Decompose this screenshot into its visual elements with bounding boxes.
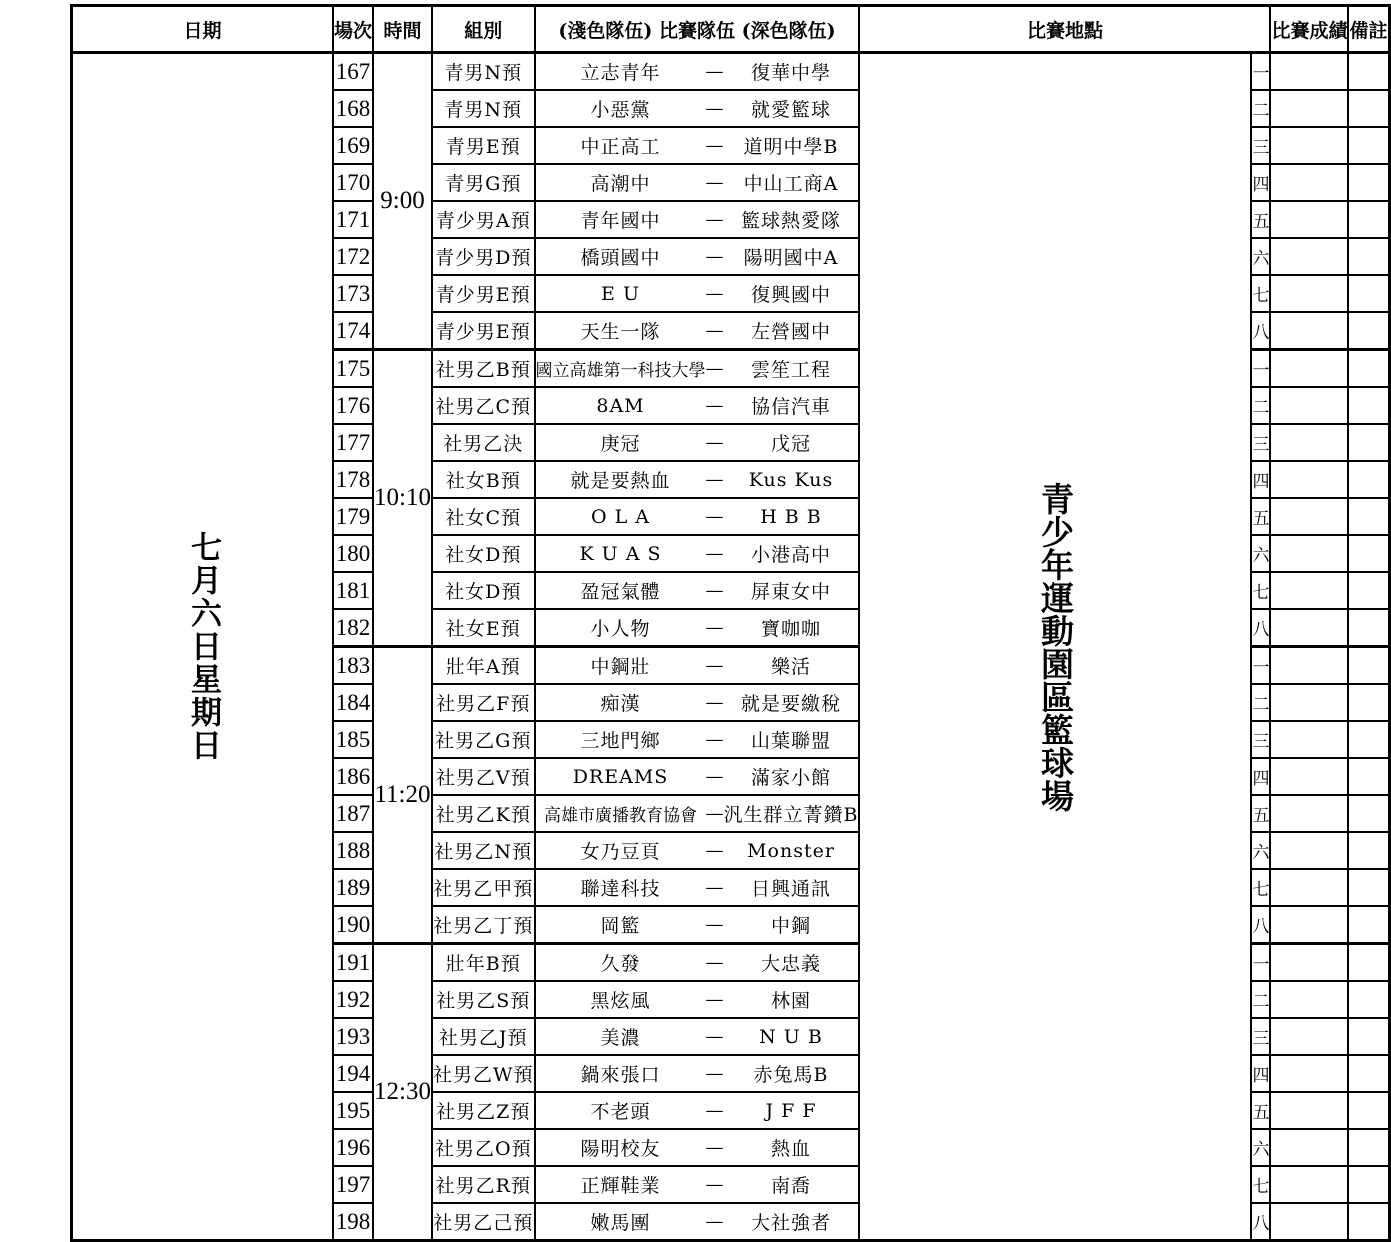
notes-cell bbox=[1348, 275, 1389, 312]
group-cell: 社男乙B預 bbox=[432, 350, 535, 388]
match-number: 194 bbox=[333, 1055, 373, 1092]
away-team: N U B bbox=[724, 1018, 860, 1055]
versus-dash: — bbox=[706, 535, 724, 572]
away-team: 大社強者 bbox=[724, 1203, 860, 1241]
away-team: 汎生群立菁鑽B bbox=[724, 795, 860, 832]
header-date: 日期 bbox=[72, 6, 334, 53]
result-cell bbox=[1270, 572, 1348, 609]
home-team: 青年國中 bbox=[535, 201, 706, 238]
result-cell bbox=[1270, 201, 1348, 238]
notes-cell bbox=[1348, 647, 1389, 685]
notes-cell bbox=[1348, 238, 1389, 275]
result-cell bbox=[1270, 312, 1348, 350]
notes-cell bbox=[1348, 127, 1389, 164]
group-cell: 青少男D預 bbox=[432, 238, 535, 275]
group-cell: 社男乙C預 bbox=[432, 387, 535, 424]
match-number: 177 bbox=[333, 424, 373, 461]
result-cell bbox=[1270, 127, 1348, 164]
match-number: 172 bbox=[333, 238, 373, 275]
court-number: 六 bbox=[1251, 535, 1270, 572]
group-cell: 青男N預 bbox=[432, 53, 535, 91]
home-team: O L A bbox=[535, 498, 706, 535]
versus-dash: — bbox=[706, 981, 724, 1018]
group-cell: 社男乙J預 bbox=[432, 1018, 535, 1055]
versus-dash: — bbox=[706, 1203, 724, 1241]
versus-dash: — bbox=[706, 758, 724, 795]
away-team: 戊冠 bbox=[724, 424, 860, 461]
notes-cell bbox=[1348, 535, 1389, 572]
home-team: 黑炫風 bbox=[535, 981, 706, 1018]
versus-dash: — bbox=[706, 461, 724, 498]
header-notes: 備註 bbox=[1348, 6, 1389, 53]
court-number: 二 bbox=[1251, 684, 1270, 721]
notes-cell bbox=[1348, 201, 1389, 238]
group-cell: 社男乙O預 bbox=[432, 1129, 535, 1166]
result-cell bbox=[1270, 535, 1348, 572]
match-number: 186 bbox=[333, 758, 373, 795]
versus-dash: — bbox=[706, 1018, 724, 1055]
match-number: 191 bbox=[333, 944, 373, 982]
match-number: 167 bbox=[333, 53, 373, 91]
away-team: Monster bbox=[724, 832, 860, 869]
notes-cell bbox=[1348, 387, 1389, 424]
versus-dash: — bbox=[706, 238, 724, 275]
header-venue: 比賽地點 bbox=[859, 6, 1270, 53]
versus-dash: — bbox=[706, 647, 724, 685]
away-team: 寶咖咖 bbox=[724, 609, 860, 647]
home-team: 中正高工 bbox=[535, 127, 706, 164]
away-team: 左營國中 bbox=[724, 312, 860, 350]
group-cell: 社男乙甲預 bbox=[432, 869, 535, 906]
versus-dash: — bbox=[706, 906, 724, 944]
home-team: 美濃 bbox=[535, 1018, 706, 1055]
notes-cell bbox=[1348, 572, 1389, 609]
home-team: 就是要熱血 bbox=[535, 461, 706, 498]
match-number: 190 bbox=[333, 906, 373, 944]
result-cell bbox=[1270, 350, 1348, 388]
result-cell bbox=[1270, 869, 1348, 906]
home-team: 庚冠 bbox=[535, 424, 706, 461]
court-number: 五 bbox=[1251, 795, 1270, 832]
home-team: 天生一隊 bbox=[535, 312, 706, 350]
court-number: 一 bbox=[1251, 944, 1270, 982]
group-cell: 社女B預 bbox=[432, 461, 535, 498]
group-cell: 青男E預 bbox=[432, 127, 535, 164]
away-team: 大忠義 bbox=[724, 944, 860, 982]
home-team: 8AM bbox=[535, 387, 706, 424]
result-cell bbox=[1270, 684, 1348, 721]
versus-dash: — bbox=[706, 832, 724, 869]
court-number: 四 bbox=[1251, 164, 1270, 201]
match-number: 178 bbox=[333, 461, 373, 498]
home-team: 小人物 bbox=[535, 609, 706, 647]
away-team: 雲笙工程 bbox=[724, 350, 860, 388]
away-team: 樂活 bbox=[724, 647, 860, 685]
away-team: 復華中學 bbox=[724, 53, 860, 91]
notes-cell bbox=[1348, 461, 1389, 498]
court-number: 二 bbox=[1251, 90, 1270, 127]
away-team: J F F bbox=[724, 1092, 860, 1129]
home-team: 陽明校友 bbox=[535, 1129, 706, 1166]
notes-cell bbox=[1348, 164, 1389, 201]
versus-dash: — bbox=[706, 53, 724, 91]
schedule-table bbox=[70, 4, 1391, 1242]
result-cell bbox=[1270, 53, 1348, 91]
group-cell: 青少男E預 bbox=[432, 312, 535, 350]
away-team: 就愛籃球 bbox=[724, 90, 860, 127]
away-team: 陽明國中A bbox=[724, 238, 860, 275]
group-cell: 社男乙N預 bbox=[432, 832, 535, 869]
result-cell bbox=[1270, 1203, 1348, 1241]
court-number: 四 bbox=[1251, 758, 1270, 795]
court-number: 六 bbox=[1251, 1129, 1270, 1166]
versus-dash: — bbox=[706, 1166, 724, 1203]
home-team: 岡籃 bbox=[535, 906, 706, 944]
group-cell: 青少男E預 bbox=[432, 275, 535, 312]
match-number: 183 bbox=[333, 647, 373, 685]
court-number: 六 bbox=[1251, 238, 1270, 275]
result-cell bbox=[1270, 1018, 1348, 1055]
group-cell: 社女E預 bbox=[432, 609, 535, 647]
group-cell: 社女C預 bbox=[432, 498, 535, 535]
versus-dash: — bbox=[706, 609, 724, 647]
home-team: 小惡黨 bbox=[535, 90, 706, 127]
result-cell bbox=[1270, 906, 1348, 944]
court-number: 五 bbox=[1251, 1092, 1270, 1129]
notes-cell bbox=[1348, 944, 1389, 982]
notes-cell bbox=[1348, 906, 1389, 944]
home-team: 久發 bbox=[535, 944, 706, 982]
notes-cell bbox=[1348, 1129, 1389, 1166]
match-number: 192 bbox=[333, 981, 373, 1018]
versus-dash: — bbox=[706, 944, 724, 982]
court-number: 八 bbox=[1251, 609, 1270, 647]
group-cell: 社男乙F預 bbox=[432, 684, 535, 721]
notes-cell bbox=[1348, 609, 1389, 647]
away-team: 日興通訊 bbox=[724, 869, 860, 906]
court-number: 一 bbox=[1251, 350, 1270, 388]
group-cell: 社女D預 bbox=[432, 535, 535, 572]
result-cell bbox=[1270, 90, 1348, 127]
versus-dash: — bbox=[706, 1092, 724, 1129]
home-team: 鍋來張口 bbox=[535, 1055, 706, 1092]
notes-cell bbox=[1348, 758, 1389, 795]
home-team: 聯達科技 bbox=[535, 869, 706, 906]
away-team: Kus Kus bbox=[724, 461, 860, 498]
match-number: 170 bbox=[333, 164, 373, 201]
away-team: 中山工商A bbox=[724, 164, 860, 201]
result-cell bbox=[1270, 758, 1348, 795]
result-cell bbox=[1270, 1055, 1348, 1092]
time-cell: 9:00 bbox=[373, 53, 432, 350]
court-number: 七 bbox=[1251, 275, 1270, 312]
notes-cell bbox=[1348, 1092, 1389, 1129]
notes-cell bbox=[1348, 795, 1389, 832]
court-number: 二 bbox=[1251, 981, 1270, 1018]
match-number: 182 bbox=[333, 609, 373, 647]
header-time: 時間 bbox=[373, 6, 432, 53]
result-cell bbox=[1270, 832, 1348, 869]
result-cell bbox=[1270, 721, 1348, 758]
home-team: E U bbox=[535, 275, 706, 312]
versus-dash: — bbox=[706, 312, 724, 350]
header-result: 比賽成績 bbox=[1270, 6, 1348, 53]
versus-dash: — bbox=[706, 350, 724, 388]
notes-cell bbox=[1348, 832, 1389, 869]
result-cell bbox=[1270, 164, 1348, 201]
versus-dash: — bbox=[706, 164, 724, 201]
match-number: 196 bbox=[333, 1129, 373, 1166]
versus-dash: — bbox=[706, 684, 724, 721]
notes-cell bbox=[1348, 981, 1389, 1018]
notes-cell bbox=[1348, 312, 1389, 350]
versus-dash: — bbox=[706, 795, 724, 832]
court-number: 三 bbox=[1251, 721, 1270, 758]
header-match-no: 場次 bbox=[333, 6, 373, 53]
home-team: 盈冠氣體 bbox=[535, 572, 706, 609]
versus-dash: — bbox=[706, 387, 724, 424]
result-cell bbox=[1270, 1129, 1348, 1166]
home-team: 高潮中 bbox=[535, 164, 706, 201]
group-cell: 壯年A預 bbox=[432, 647, 535, 685]
result-cell bbox=[1270, 609, 1348, 647]
notes-cell bbox=[1348, 424, 1389, 461]
match-number: 179 bbox=[333, 498, 373, 535]
away-team: H B B bbox=[724, 498, 860, 535]
group-cell: 社男乙R預 bbox=[432, 1166, 535, 1203]
away-team: 籃球熱愛隊 bbox=[724, 201, 860, 238]
match-number: 198 bbox=[333, 1203, 373, 1241]
versus-dash: — bbox=[706, 275, 724, 312]
away-team: 山葉聯盟 bbox=[724, 721, 860, 758]
match-number: 188 bbox=[333, 832, 373, 869]
away-team: 熱血 bbox=[724, 1129, 860, 1166]
match-number: 193 bbox=[333, 1018, 373, 1055]
result-cell bbox=[1270, 1092, 1348, 1129]
time-cell: 12:30 bbox=[373, 944, 432, 1241]
notes-cell bbox=[1348, 1203, 1389, 1241]
court-number: 五 bbox=[1251, 498, 1270, 535]
away-team: 南喬 bbox=[724, 1166, 860, 1203]
home-team: 國立高雄第一科技大學 bbox=[535, 350, 706, 388]
court-number: 八 bbox=[1251, 906, 1270, 944]
court-number: 四 bbox=[1251, 461, 1270, 498]
match-number: 168 bbox=[333, 90, 373, 127]
match-number: 171 bbox=[333, 201, 373, 238]
match-number: 181 bbox=[333, 572, 373, 609]
notes-cell bbox=[1348, 53, 1389, 91]
away-team: 赤兔馬B bbox=[724, 1055, 860, 1092]
versus-dash: — bbox=[706, 572, 724, 609]
home-team: 立志青年 bbox=[535, 53, 706, 91]
match-number: 197 bbox=[333, 1166, 373, 1203]
away-team: 道明中學B bbox=[724, 127, 860, 164]
versus-dash: — bbox=[706, 424, 724, 461]
time-cell: 11:20 bbox=[373, 647, 432, 944]
versus-dash: — bbox=[706, 1129, 724, 1166]
table-row bbox=[72, 53, 1390, 91]
notes-cell bbox=[1348, 869, 1389, 906]
group-cell: 青少男A預 bbox=[432, 201, 535, 238]
match-number: 175 bbox=[333, 350, 373, 388]
away-team: 小港高中 bbox=[724, 535, 860, 572]
court-number: 三 bbox=[1251, 424, 1270, 461]
court-number: 一 bbox=[1251, 647, 1270, 685]
home-team: 高雄市廣播教育協會 bbox=[535, 795, 706, 832]
court-number: 八 bbox=[1251, 312, 1270, 350]
date-cell: 七月六日星期日 bbox=[72, 53, 334, 1241]
match-number: 174 bbox=[333, 312, 373, 350]
away-team: 協信汽車 bbox=[724, 387, 860, 424]
group-cell: 社女D預 bbox=[432, 572, 535, 609]
court-number: 七 bbox=[1251, 1166, 1270, 1203]
match-number: 187 bbox=[333, 795, 373, 832]
group-cell: 青男N預 bbox=[432, 90, 535, 127]
result-cell bbox=[1270, 981, 1348, 1018]
result-cell bbox=[1270, 944, 1348, 982]
home-team: 嫩馬團 bbox=[535, 1203, 706, 1241]
match-number: 169 bbox=[333, 127, 373, 164]
notes-cell bbox=[1348, 684, 1389, 721]
header-row bbox=[72, 6, 1390, 53]
result-cell bbox=[1270, 1166, 1348, 1203]
match-number: 180 bbox=[333, 535, 373, 572]
away-team: 中鋼 bbox=[724, 906, 860, 944]
venue-cell: 青少年運動園區籃球場 bbox=[859, 53, 1251, 1241]
group-cell: 社男乙決 bbox=[432, 424, 535, 461]
group-cell: 社男乙己預 bbox=[432, 1203, 535, 1241]
versus-dash: — bbox=[706, 498, 724, 535]
group-cell: 社男乙S預 bbox=[432, 981, 535, 1018]
match-number: 173 bbox=[333, 275, 373, 312]
away-team: 滿家小館 bbox=[724, 758, 860, 795]
result-cell bbox=[1270, 387, 1348, 424]
court-number: 三 bbox=[1251, 127, 1270, 164]
notes-cell bbox=[1348, 721, 1389, 758]
home-team: 三地門鄉 bbox=[535, 721, 706, 758]
notes-cell bbox=[1348, 498, 1389, 535]
away-team: 復興國中 bbox=[724, 275, 860, 312]
versus-dash: — bbox=[706, 127, 724, 164]
court-number: 三 bbox=[1251, 1018, 1270, 1055]
away-team: 就是要繳稅 bbox=[724, 684, 860, 721]
group-cell: 社男乙Z預 bbox=[432, 1092, 535, 1129]
group-cell: 社男乙K預 bbox=[432, 795, 535, 832]
group-cell: 青男G預 bbox=[432, 164, 535, 201]
group-cell: 壯年B預 bbox=[432, 944, 535, 982]
notes-cell bbox=[1348, 90, 1389, 127]
home-team: K U A S bbox=[535, 535, 706, 572]
header-teams: (淺色隊伍) 比賽隊伍 (深色隊伍) bbox=[535, 6, 860, 53]
home-team: 痴漢 bbox=[535, 684, 706, 721]
court-number: 七 bbox=[1251, 572, 1270, 609]
home-team: 橋頭國中 bbox=[535, 238, 706, 275]
match-number: 176 bbox=[333, 387, 373, 424]
court-number: 八 bbox=[1251, 1203, 1270, 1241]
result-cell bbox=[1270, 238, 1348, 275]
notes-cell bbox=[1348, 1018, 1389, 1055]
home-team: 女乃豆頁 bbox=[535, 832, 706, 869]
result-cell bbox=[1270, 647, 1348, 685]
court-number: 一 bbox=[1251, 53, 1270, 91]
group-cell: 社男乙G預 bbox=[432, 721, 535, 758]
result-cell bbox=[1270, 498, 1348, 535]
notes-cell bbox=[1348, 1055, 1389, 1092]
versus-dash: — bbox=[706, 1055, 724, 1092]
result-cell bbox=[1270, 424, 1348, 461]
home-team: 正輝鞋業 bbox=[535, 1166, 706, 1203]
versus-dash: — bbox=[706, 201, 724, 238]
header-group: 組別 bbox=[432, 6, 535, 53]
home-team: 不老頭 bbox=[535, 1092, 706, 1129]
court-number: 二 bbox=[1251, 387, 1270, 424]
schedule-body bbox=[72, 53, 1390, 1241]
home-team: DREAMS bbox=[535, 758, 706, 795]
versus-dash: — bbox=[706, 721, 724, 758]
group-cell: 社男乙丁預 bbox=[432, 906, 535, 944]
away-team: 屏東女中 bbox=[724, 572, 860, 609]
match-number: 184 bbox=[333, 684, 373, 721]
group-cell: 社男乙W預 bbox=[432, 1055, 535, 1092]
match-number: 189 bbox=[333, 869, 373, 906]
result-cell bbox=[1270, 461, 1348, 498]
home-team: 中鋼壯 bbox=[535, 647, 706, 685]
time-cell: 10:10 bbox=[373, 350, 432, 647]
match-number: 185 bbox=[333, 721, 373, 758]
versus-dash: — bbox=[706, 90, 724, 127]
court-number: 五 bbox=[1251, 201, 1270, 238]
versus-dash: — bbox=[706, 869, 724, 906]
court-number: 四 bbox=[1251, 1055, 1270, 1092]
court-number: 六 bbox=[1251, 832, 1270, 869]
notes-cell bbox=[1348, 1166, 1389, 1203]
result-cell bbox=[1270, 275, 1348, 312]
notes-cell bbox=[1348, 350, 1389, 388]
group-cell: 社男乙V預 bbox=[432, 758, 535, 795]
court-number: 七 bbox=[1251, 869, 1270, 906]
away-team: 林園 bbox=[724, 981, 860, 1018]
match-number: 195 bbox=[333, 1092, 373, 1129]
result-cell bbox=[1270, 795, 1348, 832]
